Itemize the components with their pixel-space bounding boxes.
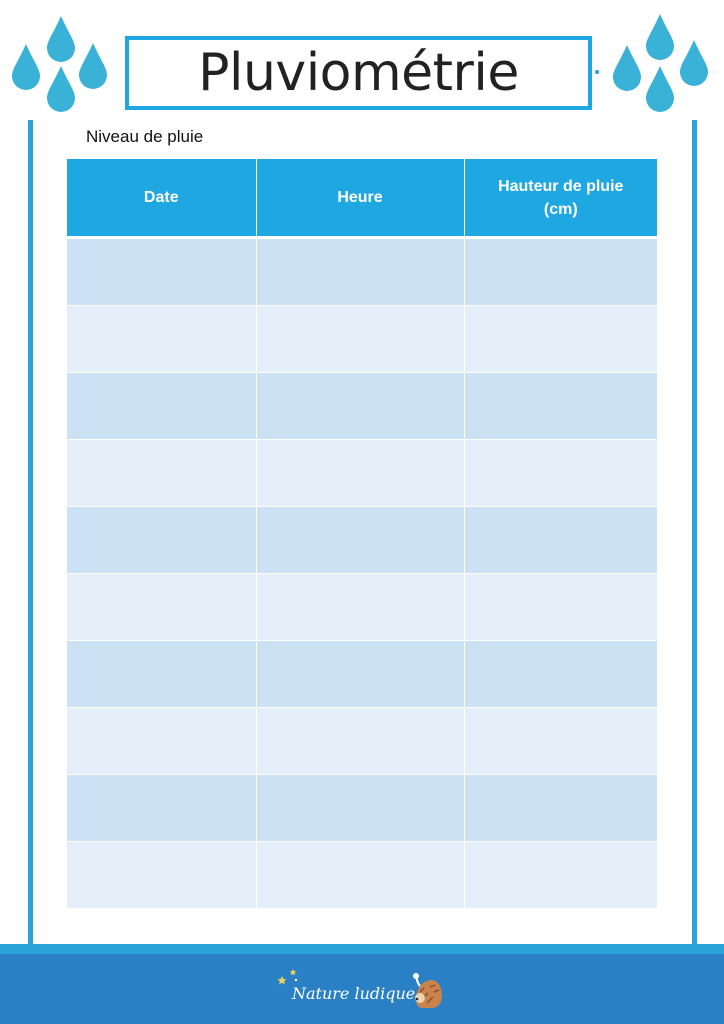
raindrop-icon — [12, 44, 40, 90]
time-cell[interactable] — [256, 842, 464, 909]
column-header-date: Date — [67, 159, 256, 238]
table-row — [67, 507, 657, 574]
nature-ludique-logo — [270, 966, 450, 1014]
raindrop-icon — [680, 40, 708, 86]
column-header-time: Heure — [256, 159, 464, 238]
rain-height-cell[interactable] — [464, 574, 657, 641]
column-header-rain-height: Hauteur de pluie (cm) — [464, 159, 657, 238]
raindrop-icon — [47, 66, 75, 112]
page-subtitle: Niveau de pluie — [86, 127, 204, 146]
rain-height-cell[interactable] — [464, 373, 657, 440]
table-row — [67, 440, 657, 507]
title-box — [125, 36, 592, 110]
rain-height-cell[interactable] — [464, 708, 657, 775]
table-header-row — [67, 159, 657, 238]
table-row — [67, 842, 657, 909]
hedgehog-icon — [408, 972, 444, 1010]
table-row — [67, 306, 657, 373]
time-cell[interactable] — [256, 507, 464, 574]
table-row — [67, 238, 657, 306]
logo-text: Nature ludique — [292, 984, 416, 1003]
footer-line — [0, 944, 724, 954]
time-cell[interactable] — [256, 306, 464, 373]
table-row — [67, 373, 657, 440]
frame-right-border — [692, 120, 697, 946]
page-title: Pluviométrie — [198, 43, 519, 103]
time-cell[interactable] — [256, 440, 464, 507]
rain-height-cell[interactable] — [464, 641, 657, 708]
raindrop-icon — [79, 43, 107, 89]
time-cell[interactable] — [256, 373, 464, 440]
date-cell[interactable] — [67, 440, 256, 507]
table-row — [67, 641, 657, 708]
date-cell[interactable] — [67, 842, 256, 909]
time-cell[interactable] — [256, 238, 464, 306]
title-dot — [595, 70, 599, 74]
rain-height-cell[interactable] — [464, 306, 657, 373]
raindrops-right — [610, 0, 720, 120]
frame-left-border — [28, 120, 33, 946]
rain-height-cell[interactable] — [464, 440, 657, 507]
raindrops-left — [8, 0, 118, 120]
raindrop-icon — [646, 14, 674, 60]
table-row — [67, 708, 657, 775]
date-cell[interactable] — [67, 306, 256, 373]
time-cell[interactable] — [256, 641, 464, 708]
time-cell[interactable] — [256, 708, 464, 775]
date-cell[interactable] — [67, 775, 256, 842]
date-cell[interactable] — [67, 373, 256, 440]
raindrop-icon — [613, 45, 641, 91]
time-cell[interactable] — [256, 775, 464, 842]
rain-height-cell[interactable] — [464, 238, 657, 306]
raindrop-icon — [646, 66, 674, 112]
rain-height-cell[interactable] — [464, 507, 657, 574]
time-cell[interactable] — [256, 574, 464, 641]
raindrop-icon — [47, 16, 75, 62]
date-cell[interactable] — [67, 238, 256, 306]
rain-height-cell[interactable] — [464, 775, 657, 842]
date-cell[interactable] — [67, 708, 256, 775]
date-cell[interactable] — [67, 507, 256, 574]
rainfall-table — [67, 159, 657, 909]
table-row — [67, 775, 657, 842]
table-row — [67, 574, 657, 641]
date-cell[interactable] — [67, 574, 256, 641]
rain-height-cell[interactable] — [464, 842, 657, 909]
date-cell[interactable] — [67, 641, 256, 708]
